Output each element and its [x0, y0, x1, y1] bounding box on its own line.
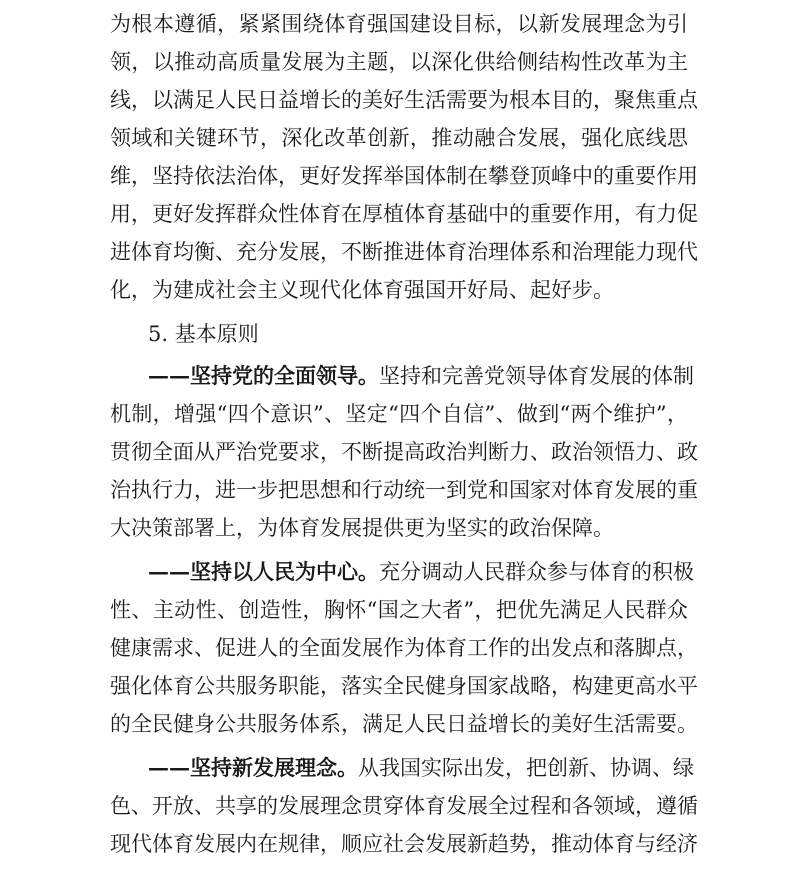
principle-first-line — [148, 552, 694, 592]
principle-text: 从我国实际出发，把创新、协调、绿 — [358, 756, 694, 780]
body-line: 强化体育公共服务职能，落实全民健身国家战略，构建更高水平 — [110, 674, 698, 698]
body-line: 大决策部署上，为体育发展提供更为坚实的政治保障。 — [110, 516, 614, 540]
principle-title: ——坚持以人民为中心。 — [148, 559, 379, 584]
principle-text: 坚持和完善党领导体育发展的体制 — [379, 364, 694, 388]
body-line: 现代体育发展内在规律，顺应社会发展新趋势，推动体育与经济 — [110, 832, 698, 856]
section-heading: 5. 基本原则 — [148, 322, 259, 346]
body-line: 领域和关键环节，深化改革创新，推动融合发展，强化底线思 — [110, 126, 688, 150]
principle-first-line — [148, 748, 694, 788]
principle-first-line — [148, 356, 694, 396]
body-line: 贯彻全面从严治党要求，不断提高政治判断力、政治领悟力、政 — [110, 440, 698, 464]
body-line: 线，以满足人民日益增长的美好生活需要为根本目的，聚焦重点 — [110, 88, 698, 112]
body-line: 维，坚持依法治体，更好发挥举国体制在攀登顶峰中的重要作用 — [110, 164, 698, 188]
body-line: 健康需求、促进人的全面发展作为体育工作的出发点和落脚点， — [110, 636, 698, 660]
body-line: 治执行力，进一步把思想和行动统一到党和国家对体育发展的重 — [110, 478, 698, 502]
body-line: 机制，增强“四个意识”、坚定“四个自信”、做到“两个维护”， — [110, 402, 688, 426]
body-line: 性、主动性、创造性，胸怀“国之大者”，把优先满足人民群众 — [110, 598, 688, 622]
principle-title: ——坚持党的全面领导。 — [148, 363, 379, 388]
body-line: 色、开放、共享的发展理念贯穿体育发展全过程和各领域，遵循 — [110, 794, 698, 818]
body-line: 用，更好发挥群众性体育在厚植体育基础中的重要作用，有力促 — [110, 202, 698, 226]
body-line: 化，为建成社会主义现代化体育强国开好局、起好步。 — [110, 278, 614, 302]
principle-text: 充分调动人民群众参与体育的积极 — [379, 560, 694, 584]
body-line: 为根本遵循，紧紧围绕体育强国建设目标，以新发展理念为引 — [110, 12, 688, 36]
body-line: 的全民健身公共服务体系，满足人民日益增长的美好生活需要。 — [110, 712, 698, 736]
principle-title: ——坚持新发展理念。 — [148, 755, 358, 780]
body-line: 进体育均衡、充分发展，不断推进体育治理体系和治理能力现代 — [110, 240, 698, 264]
body-line: 领，以推动高质量发展为主题，以深化供给侧结构性改革为主 — [110, 50, 688, 74]
